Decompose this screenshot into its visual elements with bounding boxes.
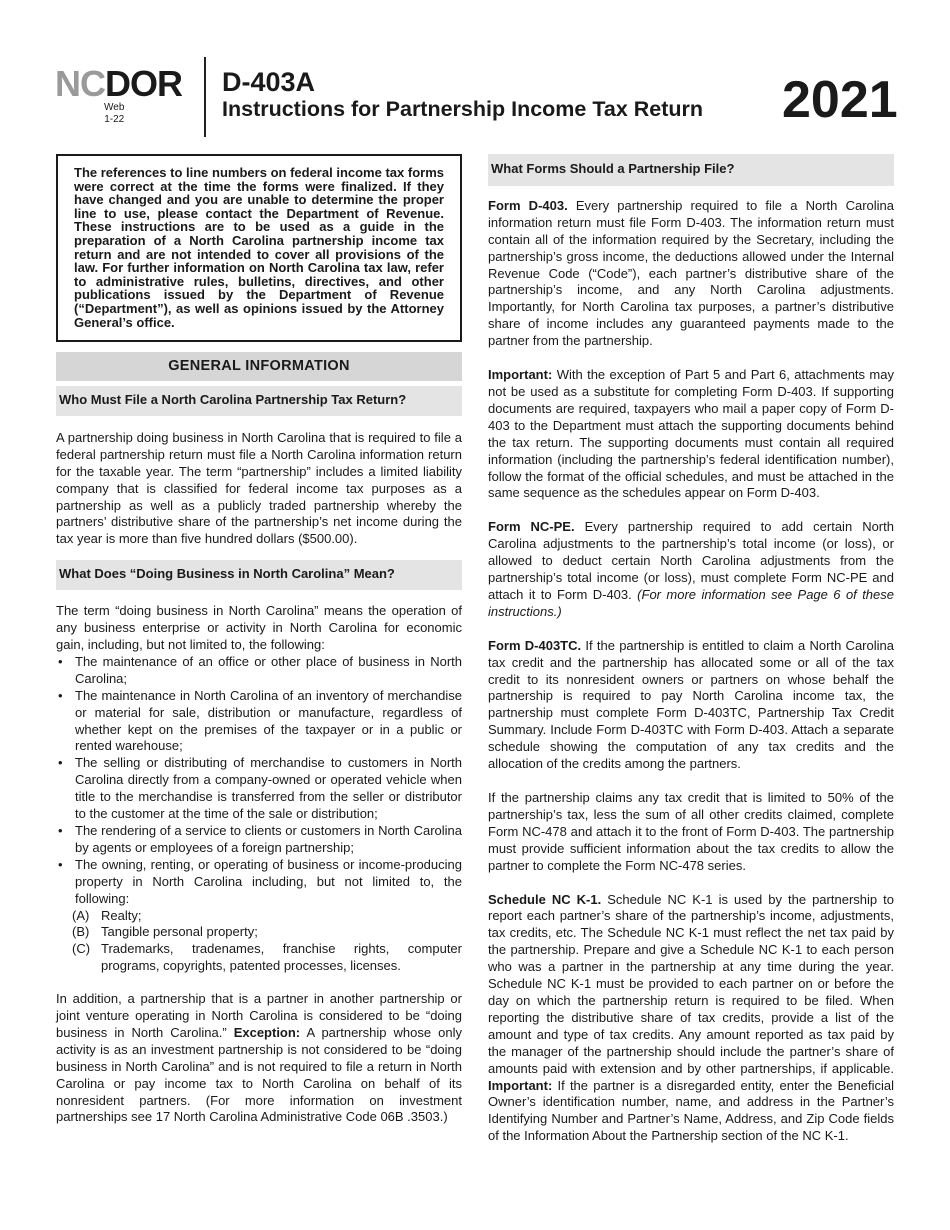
list-item: • The owning, renting, or operating of business or income-producing property in North Carolina including, but not limited to, the following: xyxy=(56,857,462,908)
form-ncpe-text: Every partnership required to add certain North Carolina adjustments to the partnership’s total income (or loss), or allowed to deduct certain North Carolina adjustments from the partnership’s total income (or loss), must complete Form NC-PE and attach it to Form D-403. xyxy=(488,519,894,602)
important-paragraph xyxy=(488,367,894,502)
right-column xyxy=(488,154,894,1145)
tax-year: 2021 xyxy=(782,71,898,129)
form-ncpe-paragraph xyxy=(488,519,894,620)
item-letter: (A) xyxy=(72,907,90,923)
schedule-k1-text: Schedule NC K-1 is used by the partnership to report each partner’s share of the partnership’s income, adjustments, tax credits, etc. The Schedule NC K-1 must reflect the net tax paid by the partnership. Prepare and give a Schedule NC K-1 to each person who was a partner in the partnership at any time during the year. Schedule NC K-1 must be provided to each partner on or before the day on which the partnership return is required to be filed. When reporting the distributive share of tax credits, provide a list of the amount and type of tax credits. Any amount reported as tax paid by the manager of the partnership should include the partner’s share of amounts paid with extension and by other partnerships, if applicable. xyxy=(488,891,894,1076)
list-item: • The rendering of a service to clients or customers in North Carolina by agents or employees of a foreign partnership; xyxy=(56,823,462,857)
important-text: With the exception of Part 5 and Part 6, attachments may not be used as a substitute for completing Form D-403. If supporting documents are required, taxpayers who mail a paper copy of Form D-403 to the Department must attach the supporting documents behind the tax return. The supporting documents must contain all required information (including the partnership’s federal identification number), follow the format of the official schedules, and must be attached in the same sequence as the schedules appear on Form D-403. xyxy=(488,367,894,501)
item-text: Trademarks, tradenames, franchise rights, computer programs, copyrights, patented processes, licenses. xyxy=(101,941,462,974)
exception-label: Exception: xyxy=(233,1024,301,1040)
list-item: • The maintenance in North Carolina of an inventory of merchandise or material for sale, distribution or manufacture, regardless of whether kept on the premises of the taxpayer or in a public or rented warehouse; xyxy=(56,688,462,756)
document-title: Instructions for Partnership Income Tax Return xyxy=(222,97,704,121)
header-divider xyxy=(204,57,206,137)
doing-business-intro: The term “doing business in North Carolina” means the operation of any business enterprise or activity in North Carolina for economic gain, including, but not limited to, the following: xyxy=(56,603,462,652)
form-d403tc-label: Form D-403TC. xyxy=(488,637,582,653)
doing-business-heading: What Does “Doing Business in North Carolina” Mean? xyxy=(56,560,462,590)
page-header xyxy=(0,0,950,150)
important-label: Important: xyxy=(488,367,553,383)
left-column xyxy=(56,154,462,1126)
item-text: Realty; xyxy=(101,907,142,923)
version-date: 1-22 xyxy=(104,114,125,125)
list-item xyxy=(72,908,462,925)
doing-business-list xyxy=(56,654,462,908)
forms-heading: What Forms Should a Partnership File? xyxy=(488,154,894,186)
notice-box: The references to line numbers on federal income tax forms were correct at the time the forms were finalized. If they have changed and you are unable to determine the proper line to use, please contact the Department of Revenue. These instructions are to be used as a guide in the preparation of a North Carolina partnership income tax return and are not intended to cover all provisions of the law. For further information on North Carolina tax law, refer to administrative rules, bulletins, directives, and other publications issued by the Department of Revenue (“Department”), as well as opinions issued by the Attorney General’s office. xyxy=(56,154,462,342)
list-item: • The maintenance of an office or other place of business in North Carolina; xyxy=(56,654,462,688)
closing-rest: A partnership whose only activity is as an investment partnership is not considered to be “doing business in North Carolina” and is not required to file a return in North Carolina or pay income tax to North Carolina on behalf of its nonresident partners. (For more information on investment partnerships see 17 North Carolina Administrative Code 06B .3503.) xyxy=(56,1024,462,1125)
list-item: • The selling or distributing of merchandise to customers in North Carolina directly from a company-owned or operated vehicle when title to the merchandise is transferred from the seller or distributor to the customer at the time of the sale or distribution; xyxy=(56,755,462,823)
nc478-paragraph: If the partnership claims any tax credit that is limited to 50% of the partnership’s tax, less the sum of all other credits claimed, complete Form NC-478 and attach it to the front of Form D-403. The partnership must provide sufficient information about the tax credits to allow the partner to complete the Form NC-478 series. xyxy=(488,790,894,873)
closing-start: In addition, a partnership that is a partner in another partnership or joint venture operating in North Carolina is considered to be “doing business in North Carolina.” xyxy=(56,991,462,1040)
version-web: Web xyxy=(104,102,125,113)
schedule-k1-label: Schedule NC K-1. xyxy=(488,891,602,907)
logo-dor: DOR xyxy=(105,63,182,104)
doing-business-closing xyxy=(56,991,462,1126)
form-d403-text: Every partnership required to file a North Carolina information return must file Form D-403. The information return must contain all of the information required by the Secretary, including the partnership’s gross income, the deductions allowed under the Internal Revenue Code (“Code”), each partner’s distributive share of the partnership’s income, and any North Carolina adjustments. Importantly, for North Carolina tax purposes, a partner’s distributive share of income includes any guaranteed payments made to the partner from the partnership. xyxy=(488,197,894,349)
item-text: Tangible personal property; xyxy=(101,924,258,940)
schedule-k1-important-label: Important: xyxy=(488,1077,553,1093)
who-must-file-body: A partnership doing business in North Carolina that is required to file a federal partnership return must file a North Carolina information return for the taxable year. The term “partnership” includes a limited liability company that is classified for federal income tax purposes as a partnership as well as a publicly traded partnership whereby the partners’ distributive share of the partnership’s net income during the tax year is more than five hundred dollars ($500.00). xyxy=(56,429,462,547)
version-label xyxy=(104,102,124,126)
property-types-list xyxy=(56,908,462,976)
form-id: D-403A xyxy=(222,67,316,97)
who-must-file-heading: Who Must File a North Carolina Partnership Tax Return? xyxy=(56,386,462,416)
list-item xyxy=(72,941,462,975)
form-ncpe-note: (For more information see Page 6 of these instructions.) xyxy=(488,586,894,619)
form-d403tc-paragraph xyxy=(488,638,894,773)
item-letter: (B) xyxy=(72,924,90,940)
ncdor-logo xyxy=(55,63,182,104)
item-letter: (C) xyxy=(72,941,91,957)
schedule-k1-paragraph xyxy=(488,892,894,1146)
form-d403-label: Form D-403. xyxy=(488,197,568,213)
schedule-k1-important-text: If the partner is a disregarded entity, enter the Beneficial Owner’s identification number, name, and address in the Partner’s Identifying Number and Partner’s Name, Address, and Zip Code fields of the Information About the Partnership section of the NC K-1. xyxy=(488,1077,894,1144)
form-d403-paragraph xyxy=(488,198,894,350)
general-information-title: GENERAL INFORMATION xyxy=(56,352,462,381)
form-ncpe-label: Form NC-PE. xyxy=(488,519,575,535)
logo-nc: NC xyxy=(55,63,105,104)
form-d403tc-text: If the partnership is entitled to claim a North Carolina tax credit and the partnership has allocated some or all of the tax credit to its nonresident owners or partners on whose behalf the partnership is required to pay North Carolina income tax, the partnership must complete Form D-403TC, Partnership Tax Credit Summary. Include Form D-403TC with Form D-403. Attach a separate schedule showing the computation of any tax credits and the allocation of the credits among the partners. xyxy=(488,637,894,772)
list-item xyxy=(72,924,462,941)
